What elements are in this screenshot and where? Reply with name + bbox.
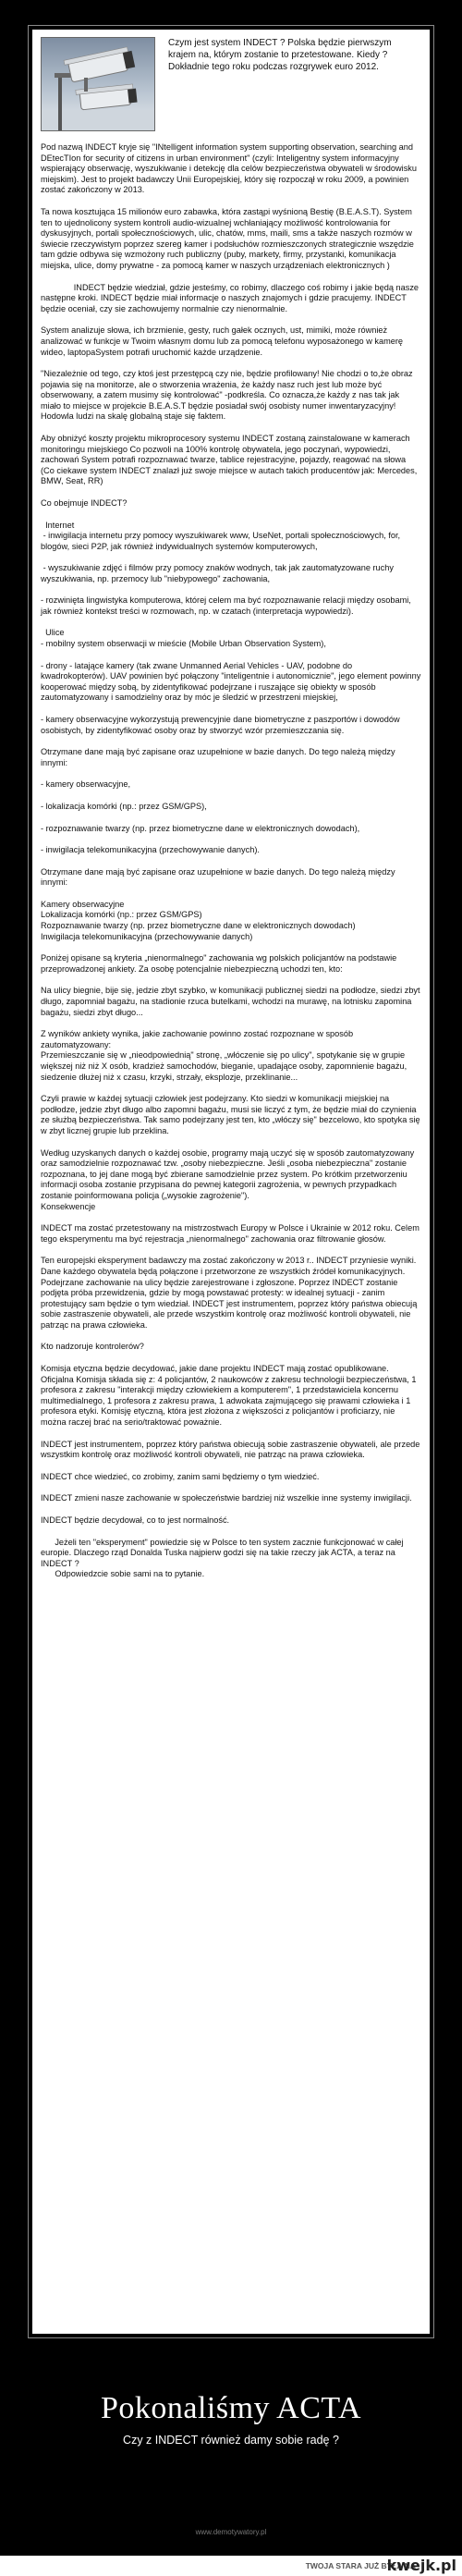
paragraph: Internet - inwigilacja internetu przy pomocy wyszukiwarek www, UseNet, portali społecznościowych, for, blogów, sieci P2P, jak również indywidualnych systemów komputerowych, - wyszukiwanie zdjęć i filmów przy pomocy znaków wodnych, tak jak zautomatyzowane ruchy wyszukiwania, np. przemocy lub "niebypowego" zachowania, [41,520,401,583]
paragraph: Kamery obserwacyjne Lokalizacja komórki (np.: przez GSM/GPS) Rozpoznawanie twarzy (np. przez biometryczne dane w elektronicznych dowodach) Inwigilacja telekomunikacyjna (przechowywanie danych) [41,899,356,941]
paragraph: INDECT będzie decydował, co to jest normalność. [41,1515,230,1525]
kwejk-logo[interactable]: kwejk.pl [386,2557,456,2574]
paragraph: Z wyników ankiety wynika, jakie zachowanie powinno zostać rozpoznane w sposób zautomatyzowany: Przemieszczanie się w „nieodpowiednią" stronę, „włóczenie się po ulicy", spotykanie się w grupie większej niż niż X osób, kradzież samochodów, bieganie, upadające osoby, zapomnienie bagażu, siedzenie dłużej niż x czasu, krzyki, strzały, eksplozje, przeklinanie... [41,1029,407,1082]
poster-subtitle: Czy z INDECT również damy sobie radę ? [123,2434,339,2447]
intro-text: Czym jest system INDECT ? Polska będzie pierwszym krajem na, którym zostanie to przetestowane. Kiedy ? Dokładnie tego roku podczas rozgrywek euro 2012. [168,38,392,72]
watermark-url: www.demotywatory.pl [195,2528,267,2536]
paragraph: - kamery obserwacyjne, [41,779,131,790]
paragraph: - rozwinięta lingwistyka komputerowa, której celem ma być rozpoznawanie relacji między osobami, jak również kontekst treści w rozmowach, np. w czatach (interpretacja wypowiedzi). [41,595,414,616]
bottom-bar [0,2556,462,2576]
surveillance-camera-image [41,37,155,131]
paragraph: Pod nazwą INDECT kryje się "INtelligent information system supporting observation, searching and DEtecTIon for security of citizens in urban environment" (czyli: Inteligentny system informacyjny wspierający obserwację, wyszukiwanie i detekcję dla celów bezpieczeństwa obywateli w środowisku miejskim). Jest to projekt badawczy Unii Europejskiej, który się rozpoczął w roku 2009, a powinien zostać zakończony w 2013. [41,142,419,195]
bar-tagline: TWOJA STARA JUŻ BYŁA NA [305,2561,416,2570]
paragraph: "Niezależnie od tego, czy ktoś jest przestępcą czy nie, będzie profilowany! Nie chodzi o to,że obraz pojawia się na monitorze, ale o stworzenia wrażenia, że każdy nasz ruch jest lub może być obserwowany, a zatem musimy się kontrolować" -podkreśla. Co oznacza,że każdy z nas tak jak miało to miejsce w projekcie B.E.A.S.T będzie posiadał swój osobisty numer inwentaryzacyjny! Hodowla ludzi na skalę globalną staje się faktem. [41,369,416,422]
article-body [41,142,421,1580]
paragraph: Ulice - mobilny system obserwacji w mieście (Mobile Urban Observation System), [41,628,326,648]
paragraph: - rozpoznawanie twarzy (np. przez biometryczne dane w elektronicznych dowodach), [41,823,360,833]
paragraph: Na ulicy biegnie, bije się, jedzie zbyt szybko, w komunikacji publicznej siedzi na podłodze, siedzi zbyt długo, zapomniał bagażu, na stadionie rzuca butelkami, wchodzi na murawę, na lotnisku zapomina bagażu, siedzi zbyt długo... [41,986,423,1017]
paragraph: Co obejmuje INDECT? [41,498,128,509]
paragraph: INDECT jest instrumentem, poprzez który państwa obiecują sobie zastraszenie obywateli, ale przede wszystkim kontrolę oraz możliwość kontroli obywateli, nie patrząc na prawa człowieka. [41,1439,422,1460]
poster-title: Pokonaliśmy ACTA [100,2391,362,2425]
paragraph: Ten europejski eksperyment badawczy ma zostać zakończony w 2013 r.. INDECT przyniesie wyniki. Dane każdego obywatela będą połączone i przetworzone ze wszystkich źródeł komunikacyjnych. Podejrzane zachowanie na ulicy będzie zarejestrowane i zgłoszone. Poprzez INDECT zostanie podjęta próba przewidzenia, gdzie by mogą powstawać protesty: w idealnej sytuacji - zanim protestujący sam będzie o tym wiedział. INDECT jest instrumentem, poprzez który państwa obiecują sobie zastraszenie obywateli, ale przede wszystkim kontrolę oraz możliwość kontroli obywateli, nie patrząc na prawa człowieka. [41,1256,419,1330]
paragraph: Kto nadzoruje kontrolerów? [41,1342,144,1352]
paragraph: INDECT chce wiedzieć, co zrobimy, zanim sami będziemy o tym wiedzieć. [41,1471,320,1481]
paragraph: Według uzyskanych danych o każdej osobie, programy mają uczyć się w sposób zautomatyzowany oraz samodzielnie rozpoznawać tzw. „osoby niebezpieczne. Jeśli „osoba niebezpieczna" zostanie rozpoznana, to jej dane mogą być zbierane samodzielnie przez system. Po krótkim przetworzeniu informacji osoba zostanie przypisana do pewnej kategorii zagrożenia, w pewnych przypadkach zostanie poinformowana policja („wysokie zagrożenie"). Konsekwencje [41,1147,415,1211]
paragraph: Jeżeli ten "eksperyment" powiedzie się w Polsce to ten system zacznie funkcjonować w całej europie. Dlaczego rząd Donalda Tuska najpierw godzi się na takie rzeczy jak ACTA, a teraz na INDECT ? Odpowiedzcie sobie sami na to pytanie. [41,1537,404,1579]
intro-section [41,37,421,131]
paragraph: - inwigilacja telekomunikacyjna (przechowywanie danych). [41,845,260,855]
paragraph: Poniżej opisane są kryteria „nienormalnego" zachowania wg polskich policjantów na podstawie przeprowadzonej ankiety. Za osobę potencjalnie niebezpieczną uchodzi ten, kto: [41,953,399,974]
paragraph: Czyli prawie w każdej sytuacji człowiek jest podejrzany. Kto siedzi w komunikacji miejskiej na podłodze, jedzie zbyt długo albo zapomni bagażu, musi sie liczyć z tym, że będzie miał do czynienia ze służbą bezpieczeństwa. Tak samo podejrzany jest ten, kto „włóczy się" bezcelowo, kto spotyka się w zbyt licznej grupie lub przeklina. [41,1094,423,1135]
paragraph: - lokalizacja komórki (np.: przez GSM/GPS), [41,801,207,811]
paragraph: INDECT ma zostać przetestowany na mistrzostwach Europy w Polsce i Ukrainie w 2012 roku. Celem tego eksperymentu ma być rejestracja „nienormalnego" zachowania oraz filtrowanie głosów. [41,1223,422,1244]
paragraph: Otrzymane dane mają być zapisane oraz uzupełnione w bazie danych. Do tego należą między innymi: [41,866,398,888]
poster-frame [28,25,434,2338]
poster-footer [0,2338,462,2576]
paragraph: INDECT będzie wiedział, gdzie jesteśmy, co robimy, dlaczego coś robimy i jakie będą nasze następne kroki. INDECT będzie miał informacje o naszych znajomych i gdzie pracujemy. INDECT będzie oceniał, czy sie zachowujemy normalnie czy nienormalnie. [41,282,421,313]
paragraph: Komisja etyczna będzie decydować, jakie dane projektu INDECT mają zostać opublikowane. Oficjalna Komisja składa się z: 4 policjantów, 2 naukowców z zakresu technologii bezpieczeństwa, 1 profesora z zakresu "interakcji między człowiekiem a komputerem", 1 przedstawiciela koncernu multimedialnego, 1 profesora z zakresu prawa, 1 adwokata zajmującego się prawami człowieka i 1 profesora etyki. Komisję etyczną, która jest złożona z większości z policjantów i proficiarzy, nie można raczej brać na serio/traktować poważnie. [41,1364,419,1428]
paragraph: Aby obniżyć koszty projektu mikroprocesory systemu INDECT zostaną zainstalowane w kamerach monitoringu miejskiego Co pozwoli na 100% kontrolę obywatela, jego poczynań, wypowiedzi, zachowań System potrafi rozpoznawać twarze, tablice rejestracyjne, pojazdy, reagować na słowa (Co ciekawe system INDECT znalazł już swoje miejsce w autach takich producentów jak: Mercedes, BMW, Seat, RR) [41,434,419,486]
paragraph: INDECT zmieni nasze zachowanie w społeczeństwie bardziej niż wszelkie inne systemy inwigilacji. [41,1493,412,1503]
paragraph: - kamery obserwacyjne wykorzystują prewencyjnie dane biometryczne z paszportów i dowodów osobistych, by zidentyfikować osoby oraz by stworzyć wzór przemieszczania się. [41,714,403,735]
paragraph: Otrzymane dane mają być zapisane oraz uzupełnione w bazie danych. Do tego należą między innymi: [41,747,398,767]
paragraph: System analizuje słowa, ich brzmienie, gesty, ruch gałek ocznych, ust, mimiki, może również analizować w funkcje w Twoim własnym domu lub za pomocą telefonu wyposażonego w kamerę wideo, laptopaSystem potrafi uruchomić każde urządzenie. [41,325,406,357]
poster-content [32,30,430,2334]
paragraph: Ta nowa kosztująca 15 milionów euro zabawka, która zastąpi wyśnioną Bestię (B.E.A.S.T). System ten to ujednolicony system kontroli audio-wizualnej wchłaniający możliwość kontrolowania for dyskusyjnych, portali społecznościowych, ulic, chatów, mms, maili, sms a także naszych rozmów w świecie rzeczywistym poprzez szereg kamer i podsłuchów rozmieszczonych strategicznie wszędzie tam gdzie odbywa się wzmożony ruch publiczny (puby, markety, firmy, przystanki, komunikacja miejska, ulice, domy prywatne - za pomocą kamer w naszych urządzeniach elektronicznych ) [41,206,417,270]
paragraph: - drony - latające kamery (tak zwane Unmanned Aerial Vehicles - UAV, podobne do kwadrokopterów). UAV powinien być połączony "inteligentnie i autonomicznie", jego element powinny kooperować między sobą, by zidentyfikować podejrzane i ruszające się obiekty w sposób zautomatyzowany i samodzielny oraz by móc je śledzić w przestrzeni miejskiej, [41,660,423,703]
